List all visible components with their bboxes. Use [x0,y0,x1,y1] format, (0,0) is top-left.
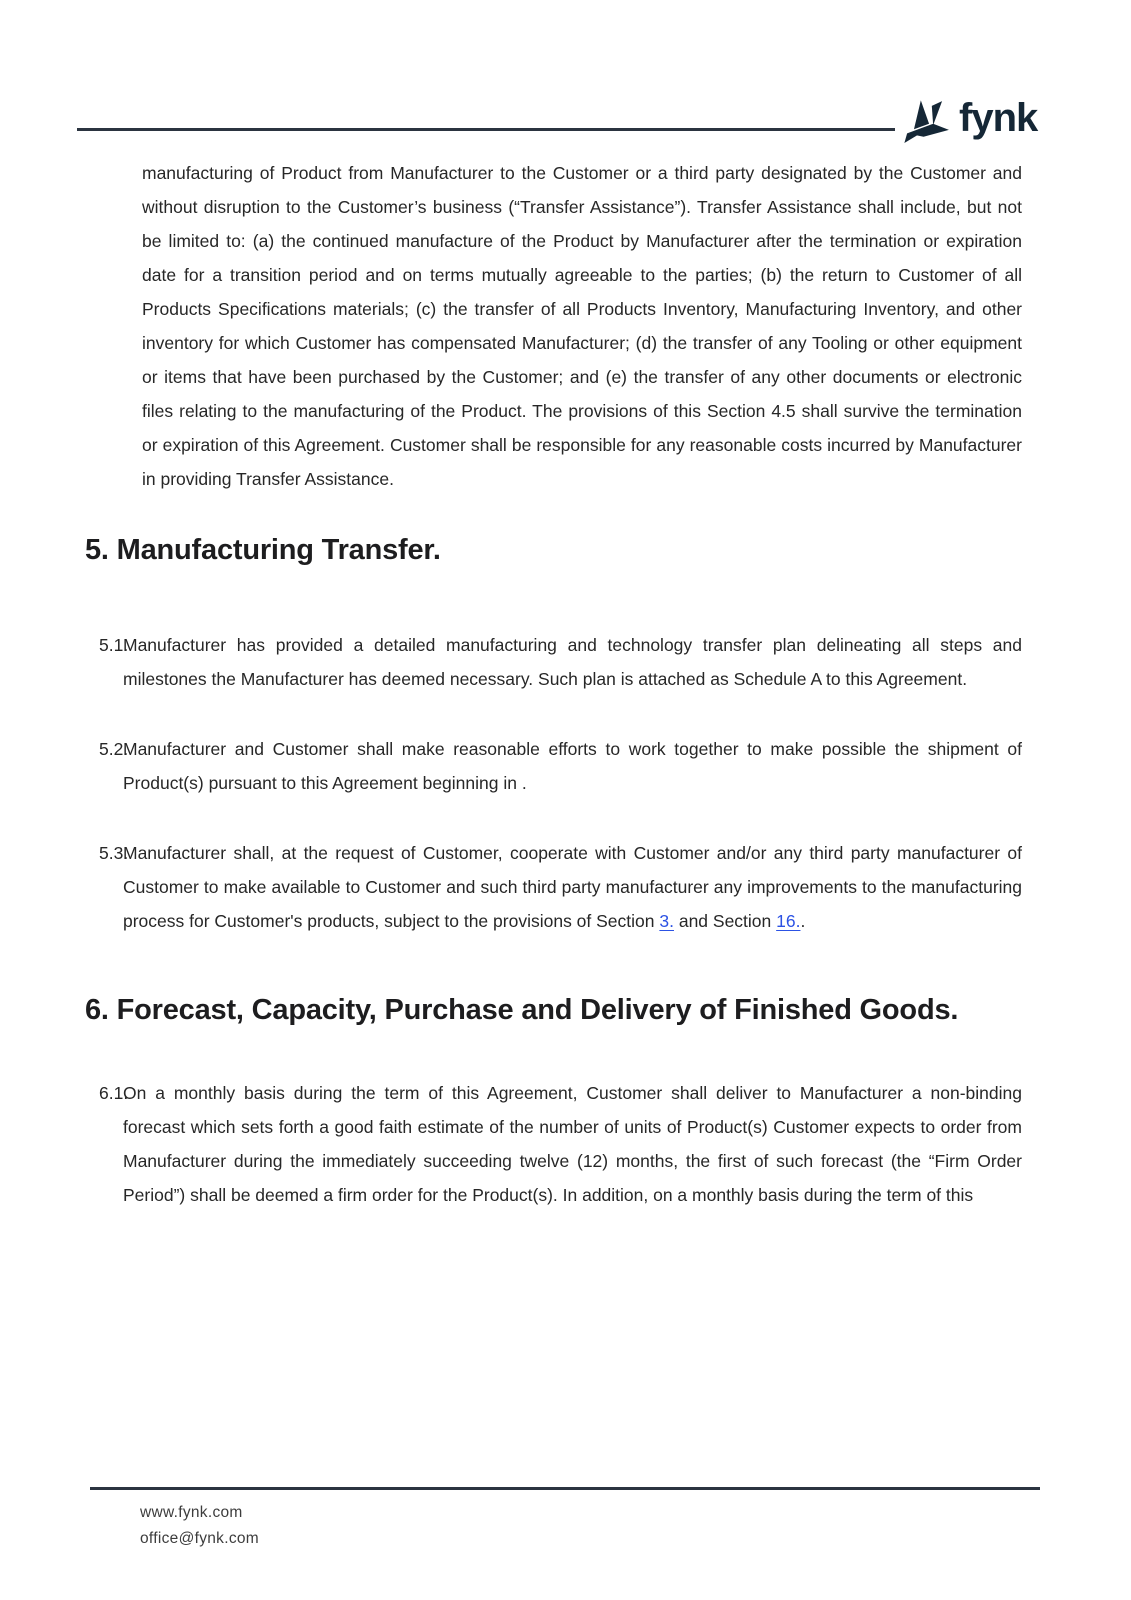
clause-5-3-text-between: and Section [673,911,777,931]
brand-name: fynk [959,96,1038,140]
clause-5-3 [85,836,1022,938]
clause-5-2-text: Manufacturer and Customer shall make reasonable efforts to work together to make possible the shipment of Product(s) pursuant to this Agreement beginning in . [123,739,1022,793]
clause-6-1-text: On a monthly basis during the term of this Agreement, Customer shall deliver to Manufacturer a non-binding forecast which sets forth a good faith estimate of the number of units of Product(s) Customer expects to order from Manufacturer during the immediately succeeding twelve (12) months, the first of such forecast (the “Firm Order Period”) shall be deemed a firm order for the Product(s). In addition, on a monthly basis during the term of this [123,1083,1022,1205]
document-body [85,156,1022,1212]
section-6-heading: 6. Forecast, Capacity, Purchase and Delivery of Finished Goods. [85,994,959,1026]
clause-5-3-number: 5.3. [99,843,129,863]
section-5-heading: 5. Manufacturing Transfer. [85,534,441,566]
clause-5-2-number: 5.2. [99,739,129,759]
section-16-link[interactable]: 16. [776,911,801,931]
clause-5-3-text-after: . [800,911,806,931]
brand-logo [903,92,1037,150]
clause-6-1-number: 6.1. [99,1083,129,1103]
header-rule [77,128,895,131]
footer-website: www.fynk.com [140,1504,243,1521]
clause-5-1 [85,628,1022,696]
intro-paragraph: manufacturing of Product from Manufacturer to the Customer or a third party designated by the Customer and without disruption to the Customer’s business (“Transfer Assistance”). Transfer Assistance shall include, but not be limited to: (a) the continued manufacture of the Product by Manufacturer after the termination or expiration date for a transition period and on terms mutually agreeable to the parties; (b) the return to Customer of all Products Specifications materials; (c) the transfer of all Products Inventory, Manufacturing Inventory, and other inventory for which Customer has compensated Manufacturer; (d) the transfer of any Tooling or other equipment or items that have been purchased by the Customer; and (e) the transfer of any other documents or electronic files relating to the manufacturing of the Product. The provisions of this Section 4.5 shall survive the termination or expiration of this Agreement. Customer shall be responsible for any reasonable costs incurred by Manufacturer in providing Transfer Assistance. [142,163,1022,489]
origami-bird-icon [903,92,951,150]
footer-contact [140,1500,259,1552]
clause-5-3-text [123,843,1022,931]
clause-5-2 [85,732,1022,800]
footer-email: office@fynk.com [140,1530,260,1547]
clause-5-1-number: 5.1. [99,635,129,655]
clause-6-1 [85,1076,1022,1212]
clause-5-3-text-before: Manufacturer shall, at the request of Customer, cooperate with Customer and/or any third party manufacturer of Customer to make available to Customer and such third party manufacturer any improvements to the manufacturing process for Customer's products, subject to the provisions of Section [123,843,1022,931]
section-3-link[interactable]: 3. [659,911,674,931]
footer-rule [90,1487,1040,1490]
clause-5-1-text: Manufacturer has provided a detailed manufacturing and technology transfer plan delineating all steps and milestones the Manufacturer has deemed necessary. Such plan is attached as Schedule A to this Agreement. [123,635,1022,689]
